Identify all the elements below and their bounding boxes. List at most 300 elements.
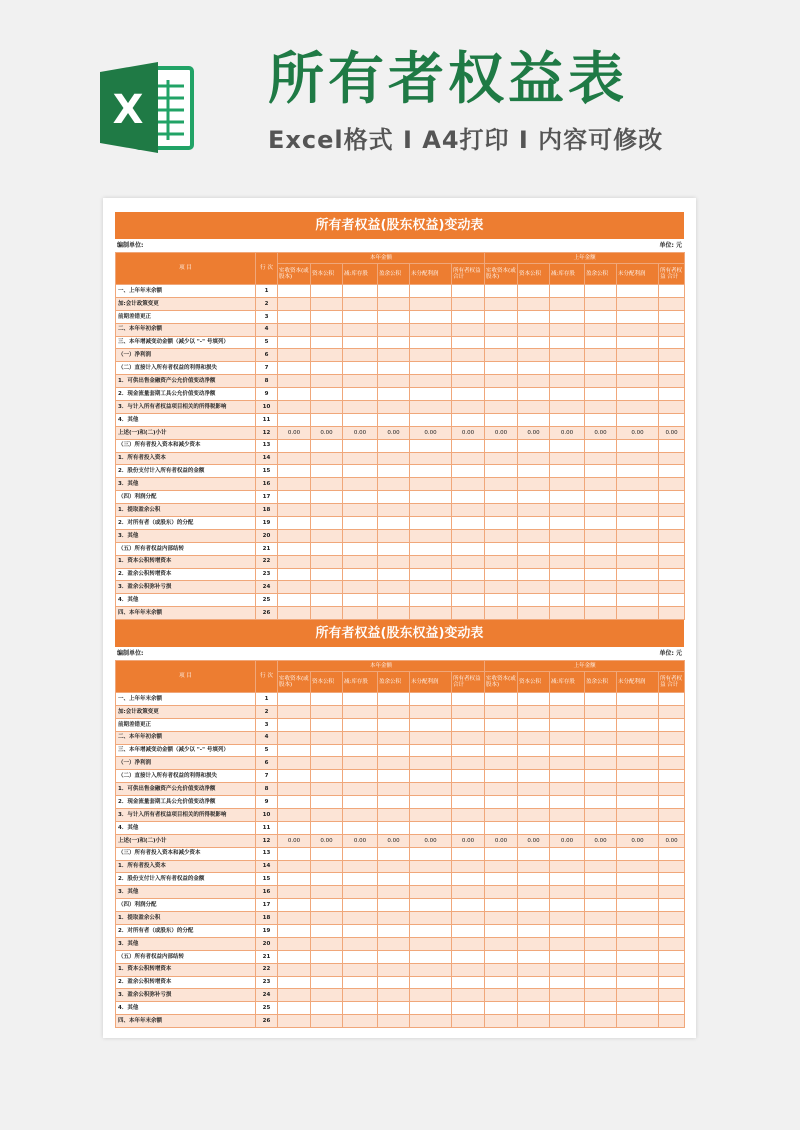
value-cell[interactable] <box>278 529 311 542</box>
value-cell[interactable] <box>410 757 452 770</box>
value-cell[interactable] <box>311 847 343 860</box>
value-cell[interactable] <box>585 594 617 607</box>
value-cell[interactable] <box>485 1002 518 1015</box>
value-cell[interactable] <box>278 388 311 401</box>
value-cell[interactable] <box>617 1002 659 1015</box>
value-cell[interactable] <box>550 594 585 607</box>
value-cell[interactable] <box>378 607 410 620</box>
value-cell[interactable] <box>452 847 485 860</box>
value-cell[interactable]: 0.00 <box>659 426 685 439</box>
value-cell[interactable]: 0.00 <box>410 426 452 439</box>
value-cell[interactable] <box>585 607 617 620</box>
value-cell[interactable]: 0.00 <box>343 834 378 847</box>
value-cell[interactable] <box>585 452 617 465</box>
value-cell[interactable] <box>659 504 685 517</box>
value-cell[interactable] <box>550 925 585 938</box>
value-cell[interactable] <box>278 693 311 706</box>
value-cell[interactable]: 0.00 <box>452 834 485 847</box>
value-cell[interactable] <box>617 542 659 555</box>
value-cell[interactable] <box>343 693 378 706</box>
value-cell[interactable] <box>585 718 617 731</box>
value-cell[interactable] <box>485 362 518 375</box>
value-cell[interactable] <box>378 886 410 899</box>
value-cell[interactable] <box>343 821 378 834</box>
value-cell[interactable] <box>410 529 452 542</box>
value-cell[interactable] <box>410 285 452 298</box>
value-cell[interactable] <box>485 285 518 298</box>
value-cell[interactable] <box>585 937 617 950</box>
value-cell[interactable] <box>659 452 685 465</box>
value-cell[interactable] <box>278 989 311 1002</box>
value-cell[interactable] <box>410 323 452 336</box>
value-cell[interactable] <box>550 886 585 899</box>
value-cell[interactable] <box>378 937 410 950</box>
value-cell[interactable] <box>485 950 518 963</box>
value-cell[interactable] <box>550 770 585 783</box>
value-cell[interactable] <box>343 594 378 607</box>
value-cell[interactable] <box>278 705 311 718</box>
value-cell[interactable] <box>311 297 343 310</box>
value-cell[interactable] <box>378 349 410 362</box>
value-cell[interactable] <box>278 1015 311 1028</box>
value-cell[interactable] <box>585 693 617 706</box>
value-cell[interactable] <box>485 607 518 620</box>
value-cell[interactable] <box>311 439 343 452</box>
value-cell[interactable] <box>585 375 617 388</box>
value-cell[interactable] <box>659 899 685 912</box>
value-cell[interactable] <box>485 517 518 530</box>
value-cell[interactable] <box>485 491 518 504</box>
value-cell[interactable] <box>410 731 452 744</box>
value-cell[interactable] <box>617 375 659 388</box>
value-cell[interactable] <box>550 349 585 362</box>
value-cell[interactable] <box>550 401 585 414</box>
value-cell[interactable] <box>617 989 659 1002</box>
value-cell[interactable] <box>452 873 485 886</box>
value-cell[interactable] <box>410 860 452 873</box>
value-cell[interactable] <box>485 349 518 362</box>
value-cell[interactable] <box>378 731 410 744</box>
value-cell[interactable] <box>550 413 585 426</box>
value-cell[interactable] <box>410 491 452 504</box>
value-cell[interactable] <box>617 504 659 517</box>
value-cell[interactable] <box>550 809 585 822</box>
value-cell[interactable] <box>550 847 585 860</box>
value-cell[interactable] <box>311 950 343 963</box>
value-cell[interactable] <box>617 950 659 963</box>
value-cell[interactable] <box>585 886 617 899</box>
value-cell[interactable] <box>311 1002 343 1015</box>
value-cell[interactable] <box>518 989 550 1002</box>
value-cell[interactable] <box>585 989 617 1002</box>
value-cell[interactable] <box>585 297 617 310</box>
value-cell[interactable] <box>585 796 617 809</box>
value-cell[interactable] <box>452 542 485 555</box>
value-cell[interactable] <box>378 1002 410 1015</box>
value-cell[interactable] <box>278 809 311 822</box>
value-cell[interactable] <box>452 594 485 607</box>
value-cell[interactable] <box>452 809 485 822</box>
value-cell[interactable]: 0.00 <box>343 426 378 439</box>
value-cell[interactable] <box>585 323 617 336</box>
value-cell[interactable] <box>485 925 518 938</box>
value-cell[interactable]: 0.00 <box>378 426 410 439</box>
value-cell[interactable] <box>278 375 311 388</box>
value-cell[interactable] <box>585 555 617 568</box>
value-cell[interactable] <box>550 375 585 388</box>
value-cell[interactable] <box>410 401 452 414</box>
value-cell[interactable] <box>617 478 659 491</box>
value-cell[interactable] <box>518 821 550 834</box>
value-cell[interactable] <box>410 873 452 886</box>
value-cell[interactable] <box>485 693 518 706</box>
value-cell[interactable] <box>410 439 452 452</box>
value-cell[interactable] <box>659 976 685 989</box>
value-cell[interactable] <box>550 937 585 950</box>
value-cell[interactable] <box>452 388 485 401</box>
value-cell[interactable] <box>485 796 518 809</box>
value-cell[interactable] <box>485 401 518 414</box>
value-cell[interactable] <box>278 568 311 581</box>
value-cell[interactable] <box>617 285 659 298</box>
value-cell[interactable] <box>518 349 550 362</box>
value-cell[interactable] <box>378 770 410 783</box>
value-cell[interactable] <box>485 860 518 873</box>
value-cell[interactable] <box>343 375 378 388</box>
value-cell[interactable] <box>452 821 485 834</box>
value-cell[interactable] <box>452 529 485 542</box>
value-cell[interactable] <box>343 478 378 491</box>
value-cell[interactable] <box>485 439 518 452</box>
value-cell[interactable] <box>343 718 378 731</box>
value-cell[interactable] <box>343 809 378 822</box>
value-cell[interactable] <box>278 886 311 899</box>
value-cell[interactable] <box>452 285 485 298</box>
value-cell[interactable] <box>585 925 617 938</box>
value-cell[interactable]: 0.00 <box>659 834 685 847</box>
value-cell[interactable] <box>410 1015 452 1028</box>
value-cell[interactable] <box>617 388 659 401</box>
value-cell[interactable] <box>518 478 550 491</box>
value-cell[interactable]: 0.00 <box>485 426 518 439</box>
value-cell[interactable] <box>518 783 550 796</box>
value-cell[interactable]: 0.00 <box>378 834 410 847</box>
value-cell[interactable] <box>311 693 343 706</box>
value-cell[interactable] <box>518 401 550 414</box>
value-cell[interactable] <box>617 693 659 706</box>
value-cell[interactable] <box>311 796 343 809</box>
value-cell[interactable] <box>585 873 617 886</box>
value-cell[interactable] <box>343 925 378 938</box>
value-cell[interactable] <box>550 989 585 1002</box>
value-cell[interactable] <box>518 323 550 336</box>
value-cell[interactable] <box>518 1015 550 1028</box>
value-cell[interactable] <box>585 413 617 426</box>
value-cell[interactable] <box>550 796 585 809</box>
value-cell[interactable] <box>278 542 311 555</box>
value-cell[interactable] <box>343 336 378 349</box>
value-cell[interactable] <box>378 925 410 938</box>
value-cell[interactable] <box>518 413 550 426</box>
value-cell[interactable] <box>343 362 378 375</box>
value-cell[interactable] <box>617 718 659 731</box>
value-cell[interactable] <box>485 770 518 783</box>
value-cell[interactable] <box>278 899 311 912</box>
value-cell[interactable] <box>410 925 452 938</box>
value-cell[interactable] <box>343 989 378 1002</box>
value-cell[interactable] <box>485 555 518 568</box>
value-cell[interactable] <box>311 731 343 744</box>
value-cell[interactable] <box>659 478 685 491</box>
value-cell[interactable] <box>343 452 378 465</box>
value-cell[interactable] <box>659 465 685 478</box>
value-cell[interactable] <box>617 310 659 323</box>
value-cell[interactable] <box>585 581 617 594</box>
value-cell[interactable] <box>452 478 485 491</box>
value-cell[interactable] <box>617 796 659 809</box>
value-cell[interactable] <box>585 783 617 796</box>
value-cell[interactable] <box>378 336 410 349</box>
value-cell[interactable] <box>617 323 659 336</box>
value-cell[interactable] <box>410 989 452 1002</box>
value-cell[interactable] <box>485 886 518 899</box>
value-cell[interactable] <box>617 744 659 757</box>
value-cell[interactable] <box>452 568 485 581</box>
value-cell[interactable] <box>659 491 685 504</box>
value-cell[interactable] <box>410 912 452 925</box>
value-cell[interactable] <box>659 517 685 530</box>
value-cell[interactable] <box>659 581 685 594</box>
value-cell[interactable] <box>550 323 585 336</box>
value-cell[interactable] <box>518 529 550 542</box>
value-cell[interactable] <box>378 1015 410 1028</box>
value-cell[interactable] <box>311 1015 343 1028</box>
value-cell[interactable] <box>410 594 452 607</box>
value-cell[interactable] <box>378 504 410 517</box>
value-cell[interactable] <box>278 439 311 452</box>
value-cell[interactable] <box>278 783 311 796</box>
value-cell[interactable] <box>452 465 485 478</box>
value-cell[interactable] <box>343 950 378 963</box>
value-cell[interactable] <box>617 925 659 938</box>
value-cell[interactable] <box>585 770 617 783</box>
value-cell[interactable] <box>278 860 311 873</box>
value-cell[interactable] <box>343 413 378 426</box>
value-cell[interactable] <box>378 310 410 323</box>
value-cell[interactable] <box>659 401 685 414</box>
value-cell[interactable] <box>485 899 518 912</box>
value-cell[interactable] <box>378 529 410 542</box>
value-cell[interactable] <box>311 809 343 822</box>
value-cell[interactable] <box>518 568 550 581</box>
value-cell[interactable] <box>311 504 343 517</box>
value-cell[interactable] <box>659 349 685 362</box>
value-cell[interactable] <box>343 568 378 581</box>
value-cell[interactable] <box>659 705 685 718</box>
value-cell[interactable] <box>617 770 659 783</box>
value-cell[interactable] <box>343 491 378 504</box>
value-cell[interactable] <box>311 594 343 607</box>
value-cell[interactable] <box>617 452 659 465</box>
value-cell[interactable] <box>518 581 550 594</box>
value-cell[interactable] <box>278 349 311 362</box>
value-cell[interactable] <box>410 744 452 757</box>
value-cell[interactable] <box>550 718 585 731</box>
value-cell[interactable] <box>518 285 550 298</box>
value-cell[interactable] <box>378 413 410 426</box>
value-cell[interactable] <box>278 821 311 834</box>
value-cell[interactable] <box>343 937 378 950</box>
value-cell[interactable] <box>278 607 311 620</box>
value-cell[interactable] <box>617 401 659 414</box>
value-cell[interactable] <box>278 976 311 989</box>
value-cell[interactable] <box>410 937 452 950</box>
value-cell[interactable] <box>617 568 659 581</box>
value-cell[interactable] <box>550 693 585 706</box>
value-cell[interactable] <box>278 465 311 478</box>
value-cell[interactable] <box>550 362 585 375</box>
value-cell[interactable] <box>585 950 617 963</box>
value-cell[interactable] <box>410 478 452 491</box>
value-cell[interactable] <box>550 1002 585 1015</box>
value-cell[interactable] <box>343 465 378 478</box>
value-cell[interactable] <box>659 937 685 950</box>
value-cell[interactable] <box>378 323 410 336</box>
value-cell[interactable] <box>343 297 378 310</box>
value-cell[interactable] <box>550 297 585 310</box>
value-cell[interactable]: 0.00 <box>518 426 550 439</box>
value-cell[interactable] <box>410 362 452 375</box>
value-cell[interactable] <box>311 757 343 770</box>
value-cell[interactable] <box>452 336 485 349</box>
value-cell[interactable] <box>378 899 410 912</box>
value-cell[interactable] <box>659 323 685 336</box>
value-cell[interactable] <box>485 529 518 542</box>
value-cell[interactable] <box>659 1002 685 1015</box>
value-cell[interactable] <box>410 388 452 401</box>
value-cell[interactable] <box>485 375 518 388</box>
value-cell[interactable] <box>518 860 550 873</box>
value-cell[interactable] <box>659 285 685 298</box>
value-cell[interactable] <box>659 873 685 886</box>
value-cell[interactable] <box>343 899 378 912</box>
value-cell[interactable] <box>585 821 617 834</box>
value-cell[interactable] <box>410 705 452 718</box>
value-cell[interactable] <box>550 873 585 886</box>
value-cell[interactable] <box>311 413 343 426</box>
value-cell[interactable] <box>617 757 659 770</box>
value-cell[interactable] <box>410 796 452 809</box>
value-cell[interactable] <box>518 770 550 783</box>
value-cell[interactable] <box>378 594 410 607</box>
value-cell[interactable] <box>518 796 550 809</box>
value-cell[interactable] <box>278 1002 311 1015</box>
value-cell[interactable] <box>311 452 343 465</box>
value-cell[interactable] <box>518 388 550 401</box>
value-cell[interactable] <box>659 413 685 426</box>
value-cell[interactable] <box>278 757 311 770</box>
value-cell[interactable] <box>278 413 311 426</box>
value-cell[interactable] <box>410 452 452 465</box>
value-cell[interactable] <box>452 718 485 731</box>
value-cell[interactable] <box>617 847 659 860</box>
value-cell[interactable] <box>518 594 550 607</box>
value-cell[interactable] <box>343 542 378 555</box>
value-cell[interactable] <box>311 718 343 731</box>
value-cell[interactable] <box>378 847 410 860</box>
value-cell[interactable] <box>343 529 378 542</box>
value-cell[interactable] <box>518 744 550 757</box>
value-cell[interactable] <box>311 607 343 620</box>
value-cell[interactable] <box>659 925 685 938</box>
value-cell[interactable]: 0.00 <box>311 834 343 847</box>
value-cell[interactable] <box>343 349 378 362</box>
value-cell[interactable] <box>550 336 585 349</box>
value-cell[interactable] <box>343 847 378 860</box>
value-cell[interactable] <box>452 413 485 426</box>
value-cell[interactable] <box>617 705 659 718</box>
value-cell[interactable] <box>378 873 410 886</box>
value-cell[interactable] <box>343 1002 378 1015</box>
value-cell[interactable] <box>311 362 343 375</box>
value-cell[interactable] <box>452 757 485 770</box>
value-cell[interactable] <box>659 718 685 731</box>
value-cell[interactable] <box>278 731 311 744</box>
value-cell[interactable] <box>410 1002 452 1015</box>
value-cell[interactable] <box>585 478 617 491</box>
value-cell[interactable] <box>659 555 685 568</box>
value-cell[interactable] <box>343 323 378 336</box>
value-cell[interactable] <box>311 285 343 298</box>
value-cell[interactable] <box>343 731 378 744</box>
value-cell[interactable] <box>452 323 485 336</box>
value-cell[interactable] <box>617 873 659 886</box>
value-cell[interactable] <box>617 731 659 744</box>
value-cell[interactable] <box>659 989 685 1002</box>
value-cell[interactable] <box>311 860 343 873</box>
value-cell[interactable] <box>343 517 378 530</box>
value-cell[interactable] <box>485 542 518 555</box>
value-cell[interactable] <box>378 439 410 452</box>
value-cell[interactable] <box>378 757 410 770</box>
value-cell[interactable] <box>550 439 585 452</box>
value-cell[interactable] <box>518 1002 550 1015</box>
value-cell[interactable] <box>343 860 378 873</box>
value-cell[interactable] <box>378 809 410 822</box>
value-cell[interactable] <box>343 963 378 976</box>
value-cell[interactable] <box>659 796 685 809</box>
value-cell[interactable] <box>585 336 617 349</box>
value-cell[interactable] <box>452 362 485 375</box>
value-cell[interactable] <box>659 886 685 899</box>
value-cell[interactable] <box>452 950 485 963</box>
value-cell[interactable] <box>550 821 585 834</box>
value-cell[interactable] <box>311 465 343 478</box>
value-cell[interactable] <box>550 950 585 963</box>
value-cell[interactable] <box>659 693 685 706</box>
value-cell[interactable] <box>311 899 343 912</box>
value-cell[interactable] <box>585 388 617 401</box>
value-cell[interactable] <box>485 594 518 607</box>
value-cell[interactable] <box>378 912 410 925</box>
value-cell[interactable] <box>278 517 311 530</box>
value-cell[interactable] <box>585 362 617 375</box>
value-cell[interactable] <box>585 310 617 323</box>
value-cell[interactable] <box>585 504 617 517</box>
value-cell[interactable] <box>550 1015 585 1028</box>
value-cell[interactable] <box>659 388 685 401</box>
value-cell[interactable] <box>378 555 410 568</box>
